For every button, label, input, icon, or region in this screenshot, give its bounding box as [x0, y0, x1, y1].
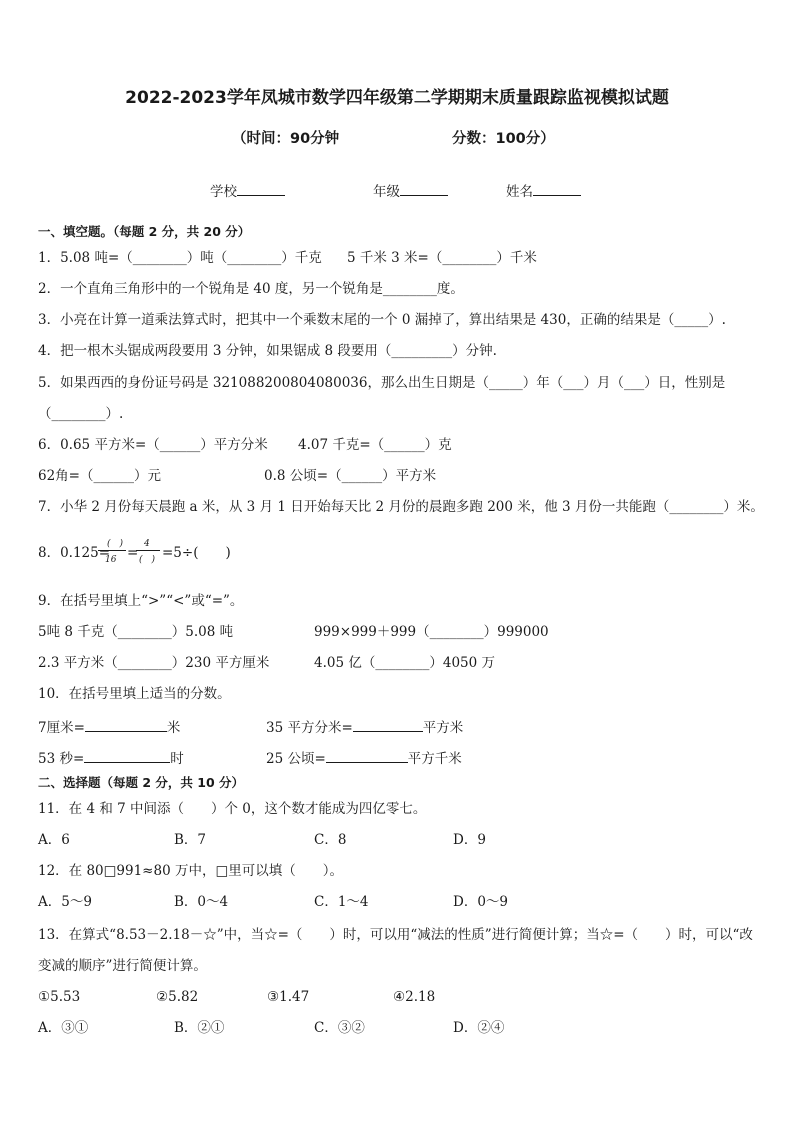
question-10: 10．在括号里填上适当的分数。 [38, 686, 231, 702]
question-10c-label: 53 秒= [38, 751, 85, 767]
question-1a: 1．5.08 吨=（________）吨（________）千克 [38, 250, 322, 266]
name-field[interactable] [506, 181, 581, 201]
question-11: 11．在 4 和 7 中间添（ ）个 0，这个数才能成为四亿零七。 [38, 801, 427, 817]
question-9: 9．在括号里填上“>”“<”或“=”。 [38, 593, 244, 609]
question-10c-unit: 时 [170, 751, 184, 767]
option-13-c[interactable]: C．③② [314, 1020, 365, 1036]
option-11-d[interactable]: D．9 [453, 832, 486, 848]
option-12-d[interactable]: D．0～9 [453, 894, 509, 910]
question-5a: 5．如果西西的身份证号码是 321088200804080036，那么出生日期是（_____）年（___）月（___）日，性别是 [38, 375, 726, 391]
exam-score: 分数：100分） [452, 131, 555, 147]
item-13-4: ④2.18 [393, 989, 436, 1005]
question-6a: 6．0.65 平方米=（______）平方分米 [38, 437, 268, 453]
option-12-b[interactable]: B．0～4 [174, 894, 229, 910]
question-12: 12．在 80□991≈80 万中，□里可以填（ ）。 [38, 863, 343, 879]
question-4: 4．把一根木头锯成两段要用 3 分钟，如果锯成 8 段要用（_________）分钟. [38, 343, 497, 359]
option-12-c[interactable]: C．1～4 [314, 894, 369, 910]
name-blank[interactable] [533, 181, 581, 196]
name-label: 姓名 [506, 184, 533, 200]
option-11-b[interactable]: B．7 [174, 832, 207, 848]
question-10d-unit: 平方千米 [407, 751, 462, 767]
question-9b: 999×999＋999（________）999000 [314, 624, 549, 640]
question-10b [266, 717, 463, 737]
option-11-c[interactable]: C．8 [314, 832, 347, 848]
exam-time: （时间：90分钟 [232, 131, 340, 147]
fraction-2-bar [136, 550, 160, 551]
question-10d-label: 25 公顷= [266, 751, 326, 767]
grade-blank[interactable] [400, 181, 448, 196]
option-13-b[interactable]: B．②① [174, 1020, 225, 1036]
section-2-heading: 二、选择题（每题 2 分，共 10 分） [38, 775, 245, 790]
question-13b: 变减的顺序”进行简便计算。 [38, 958, 207, 974]
option-12-a[interactable]: A．5～9 [38, 894, 92, 910]
item-13-2: ②5.82 [156, 989, 199, 1005]
question-3: 3．小亮在计算一道乘法算式时，把其中一个乘数末尾的一个 0 漏掉了，算出结果是 430，正确的结果是（_____）. [38, 312, 726, 328]
answer-blank[interactable] [353, 717, 423, 732]
section-1-heading: 一、填空题。（每题 2 分，共 20 分） [38, 224, 251, 239]
question-5b: （________）. [38, 406, 124, 422]
question-10a-unit: 米 [166, 720, 181, 736]
question-2: 2．一个直角三角形中的一个锐角是 40 度，另一个锐角是________度。 [38, 281, 464, 297]
school-blank[interactable] [237, 181, 285, 196]
item-13-1: ①5.53 [38, 989, 81, 1005]
question-8-suffix: =5÷( ) [162, 545, 231, 561]
question-10a [38, 717, 180, 737]
question-7: 7．小华 2 月份每天晨跑 a 米，从 3 月 1 日开始每天比 2 月份的晨跑多跑 200 米，他 3 月份一共能跑（________）米。 [38, 499, 764, 515]
fraction-equals: = [127, 545, 139, 561]
fraction-1-denominator: 16 [105, 555, 117, 565]
question-9a: 5吨 8 千克（________）5.08 吨 [38, 624, 234, 640]
page-title: 2022-2023学年凤城市数学四年级第二学期期末质量跟踪监视模拟试题 [125, 88, 669, 108]
option-13-d[interactable]: D．②④ [453, 1020, 505, 1036]
question-6b: 4.07 千克=（______）克 [298, 437, 452, 453]
question-10b-label: 35 平方分米= [266, 720, 353, 736]
grade-field[interactable] [373, 181, 448, 201]
question-10b-unit: 平方米 [422, 720, 464, 736]
option-13-a[interactable]: A．③① [38, 1020, 89, 1036]
option-11-a[interactable]: A．6 [38, 832, 70, 848]
question-13a: 13．在算式“8.53－2.18－☆”中，当☆=（ ）时，可以用“减法的性质”进行简便计算；当☆=（ ）时，可以“改 [38, 927, 753, 943]
fraction-2-numerator: 4 [144, 539, 150, 549]
school-label: 学校 [210, 184, 237, 200]
question-10d [266, 748, 462, 768]
question-9d: 4.05 亿（________）4050 万 [314, 655, 495, 671]
question-6d: 0.8 公顷=（______）平方米 [264, 468, 437, 484]
grade-label: 年级 [373, 184, 400, 200]
question-8-prefix: 8．0.125= [38, 545, 111, 561]
answer-blank[interactable] [326, 748, 408, 763]
question-9c: 2.3 平方米（________）230 平方厘米 [38, 655, 270, 671]
answer-blank[interactable] [85, 717, 167, 732]
fraction-2-denominator: ( ) [139, 555, 156, 565]
question-10a-label: 7厘米= [38, 720, 85, 736]
question-1b: 5 千米 3 米=（________）千米 [347, 250, 537, 266]
answer-blank[interactable] [84, 748, 170, 763]
question-10c [38, 748, 184, 768]
question-6c: 62角=（______）元 [38, 468, 161, 484]
item-13-3: ③1.47 [267, 989, 310, 1005]
fraction-1-bar [98, 550, 126, 551]
fraction-1-numerator: ( ) [107, 539, 124, 549]
school-field[interactable] [210, 181, 285, 201]
